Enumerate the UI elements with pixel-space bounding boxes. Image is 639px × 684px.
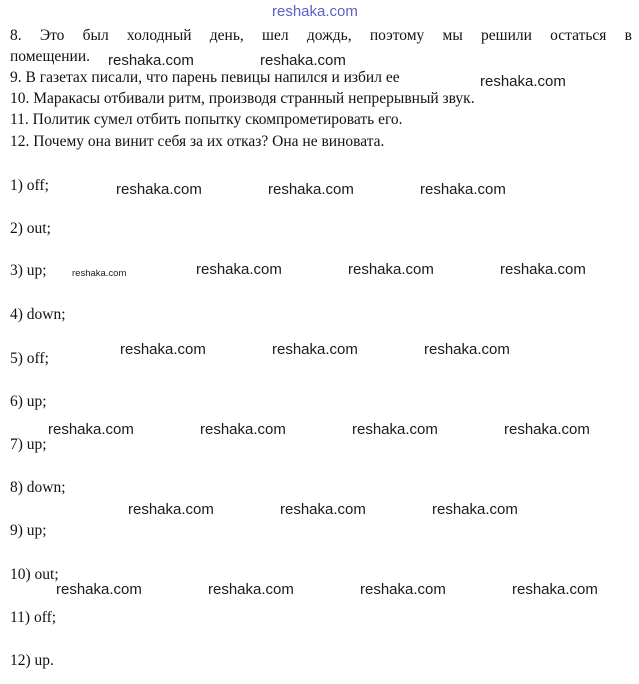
watermark: reshaka.com (348, 261, 434, 278)
watermark: reshaka.com (420, 181, 506, 198)
answer-2: 2) out; (10, 220, 51, 237)
watermark: reshaka.com (72, 268, 127, 279)
watermark: reshaka.com (500, 261, 586, 278)
watermark: reshaka.com (352, 421, 438, 438)
watermark: reshaka.com (260, 52, 346, 69)
watermark: reshaka.com (280, 501, 366, 518)
watermark: reshaka.com (512, 581, 598, 598)
watermark: reshaka.com (196, 261, 282, 278)
answer-9: 9) up; (10, 522, 47, 539)
watermark: reshaka.com (48, 421, 134, 438)
answer-4: 4) down; (10, 306, 66, 323)
watermark: reshaka.com (432, 501, 518, 518)
watermark: reshaka.com (108, 52, 194, 69)
sentence-9: 9. В газетах писали, что парень певицы напился и избил ее (10, 69, 400, 86)
watermark: reshaka.com (504, 421, 590, 438)
sentence-8: 8. Это был холодный день, шел дождь, поэтому мы решили остаться в (10, 27, 632, 44)
answer-7: 7) up; (10, 436, 47, 453)
watermark: reshaka.com (360, 581, 446, 598)
answer-8: 8) down; (10, 479, 66, 496)
watermark: reshaka.com (200, 421, 286, 438)
watermark: reshaka.com (272, 341, 358, 358)
watermark: reshaka.com (56, 581, 142, 598)
answer-5: 5) off; (10, 350, 49, 367)
answer-1: 1) off; (10, 177, 49, 194)
watermark: reshaka.com (128, 501, 214, 518)
answer-6: 6) up; (10, 393, 47, 410)
header-watermark[interactable]: reshaka.com (272, 3, 358, 20)
sentence-12: 12. Почему она винит себя за их отказ? Она не виновата. (10, 133, 385, 150)
watermark: reshaka.com (116, 181, 202, 198)
watermark: reshaka.com (208, 581, 294, 598)
watermark: reshaka.com (120, 341, 206, 358)
watermark: reshaka.com (480, 73, 566, 90)
sentence-10: 10. Маракасы отбивали ритм, производя странный непрерывный звук. (10, 90, 475, 107)
sentence-11: 11. Политик сумел отбить попытку скомпрометировать его. (10, 111, 403, 128)
answer-10: 10) out; (10, 566, 59, 583)
sentence-8-continuation: помещении. (10, 48, 91, 65)
watermark: reshaka.com (268, 181, 354, 198)
answer-12: 12) up. (10, 652, 54, 669)
watermark: reshaka.com (424, 341, 510, 358)
answer-11: 11) off; (10, 609, 57, 626)
answer-3: 3) up; (10, 262, 47, 279)
